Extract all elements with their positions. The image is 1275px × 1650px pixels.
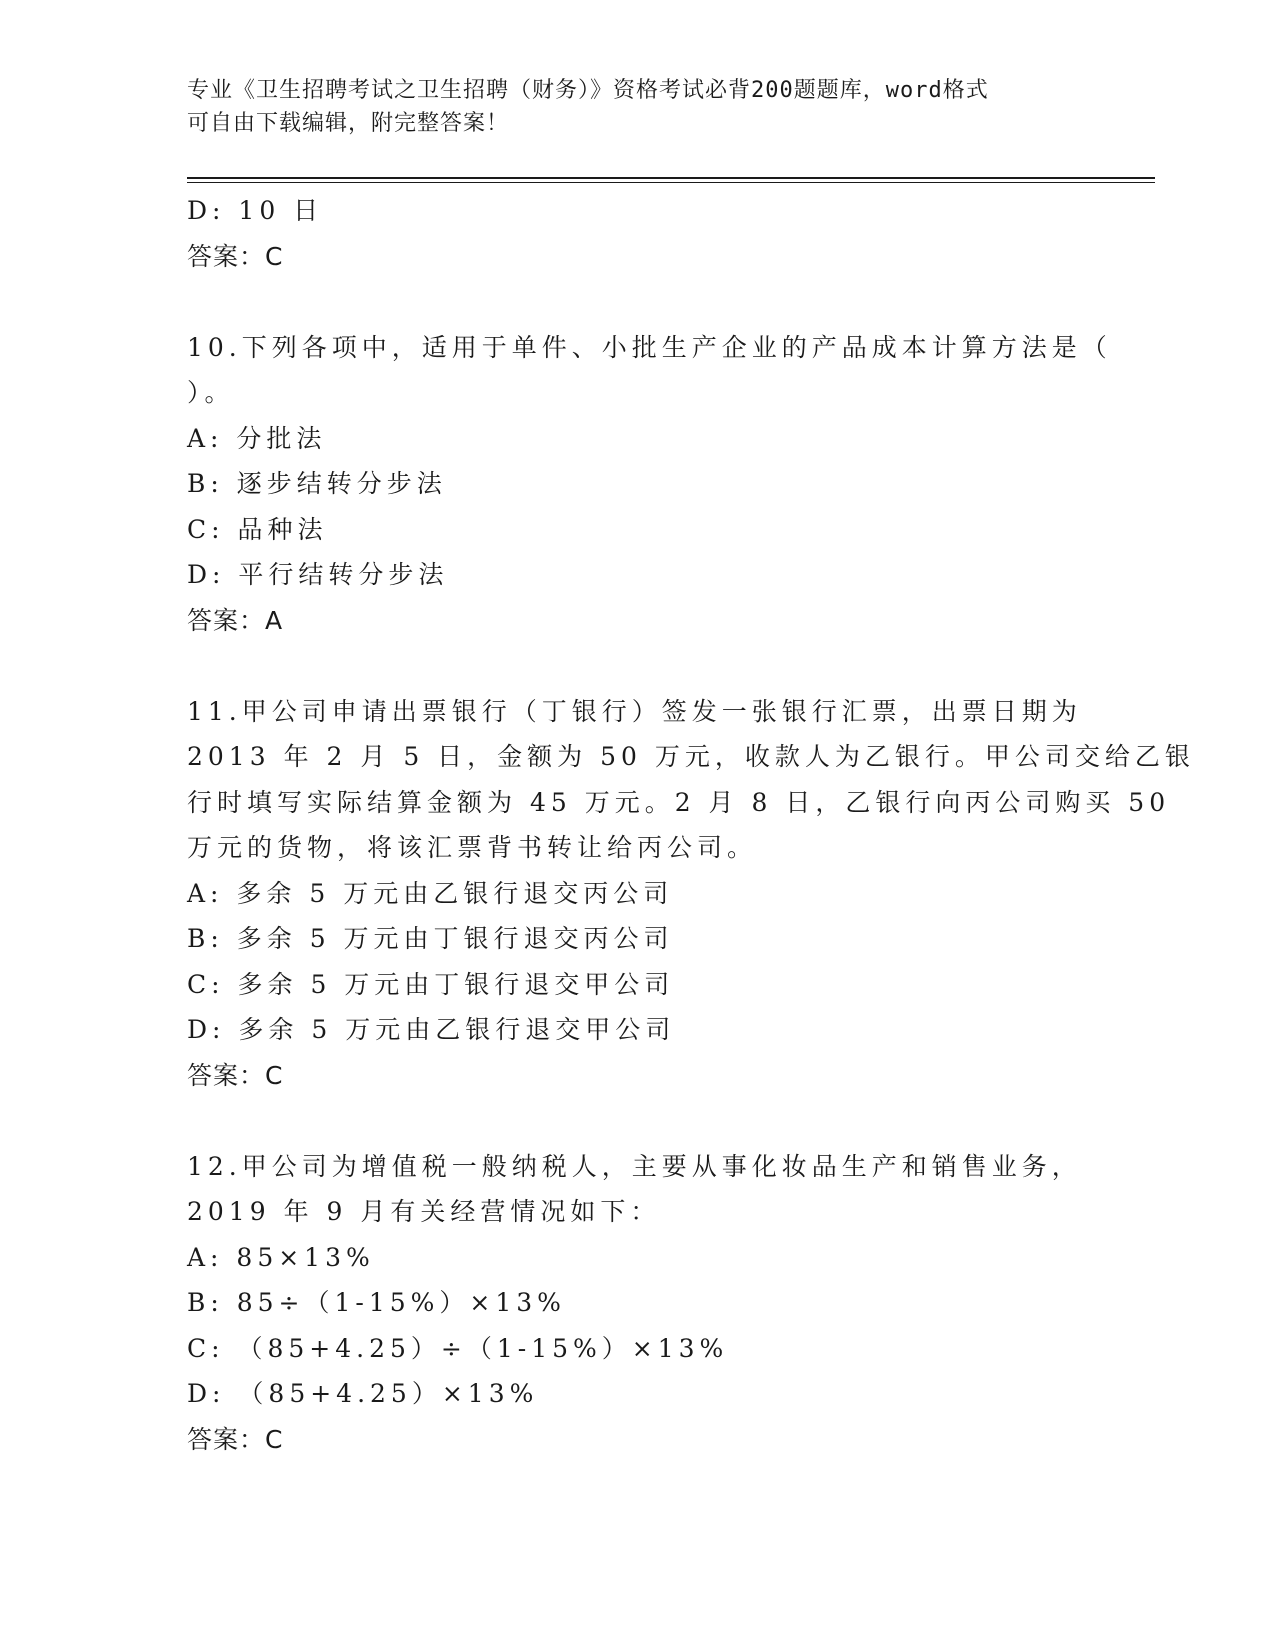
question-stem-line: 12.甲公司为增值税一般纳税人，主要从事化妆品生产和销售业务， [187, 1151, 1082, 1181]
option-a: A: 分批法 [187, 423, 327, 453]
option-b: B: 85÷（1-15%）×13% [187, 1288, 566, 1317]
option-d: D: （85+4.25）×13% [187, 1379, 539, 1408]
question-content [187, 188, 1195, 1462]
option-d: D: 10 日 [187, 196, 324, 225]
question-stem-line: ）。 [187, 378, 235, 407]
header-title-line-2: 可自由下载编辑，附完整答案！ [187, 111, 510, 136]
question-stem-line: 2013 年 2 月 5 日，金额为 50 万元，收款人为乙银行。甲公司交给乙银 [187, 742, 1195, 771]
option-c: C: 多余 5 万元由丁银行退交甲公司 [187, 969, 675, 999]
spacer [187, 1098, 1087, 1144]
spacer [187, 279, 1087, 325]
answer-line: 答案：C [187, 241, 284, 271]
answer-line: 答案：C [187, 1424, 284, 1454]
option-d: D: 多余 5 万元由乙银行退交甲公司 [187, 1015, 676, 1044]
spacer [187, 643, 1087, 689]
option-b: B: 逐步结转分步法 [187, 469, 447, 498]
question-stem-line: 行时填写实际结算金额为 45 万元。2 月 8 日，乙银行向丙公司购买 50 [187, 787, 1171, 817]
question-stem-line: 2019 年 9 月有关经营情况如下： [187, 1197, 661, 1226]
header-title-line-1: 专业《卫生招聘考试之卫生招聘（财务）》资格考试必背200题题库，word格式 [187, 78, 989, 103]
question-11 [187, 689, 1195, 1099]
previous-question-tail [187, 188, 1087, 279]
option-b: B: 多余 5 万元由丁银行退交丙公司 [187, 924, 674, 953]
option-c: C: 品种法 [187, 514, 328, 544]
option-a: A: 多余 5 万元由乙银行退交丙公司 [187, 878, 674, 908]
question-12 [187, 1144, 1087, 1463]
question-10 [187, 325, 1112, 644]
option-c: C: （85+4.25）÷（1-15%）×13% [187, 1333, 729, 1363]
question-stem-line: 11.甲公司申请出票银行（丁银行）签发一张银行汇票，出票日期为 [187, 696, 1082, 726]
header-divider-thin [187, 182, 1155, 183]
answer-line: 答案：A [187, 605, 284, 635]
document-header [187, 74, 1087, 140]
option-d: D: 平行结转分步法 [187, 560, 449, 589]
question-stem-line: 万元的货物，将该汇票背书转让给丙公司。 [187, 833, 758, 862]
question-stem-line: 10.下列各项中，适用于单件、小批生产企业的产品成本计算方法是（ [187, 332, 1112, 362]
header-divider-thick [187, 177, 1155, 179]
answer-line: 答案：C [187, 1060, 284, 1090]
option-a: A: 85×13% [187, 1242, 375, 1272]
